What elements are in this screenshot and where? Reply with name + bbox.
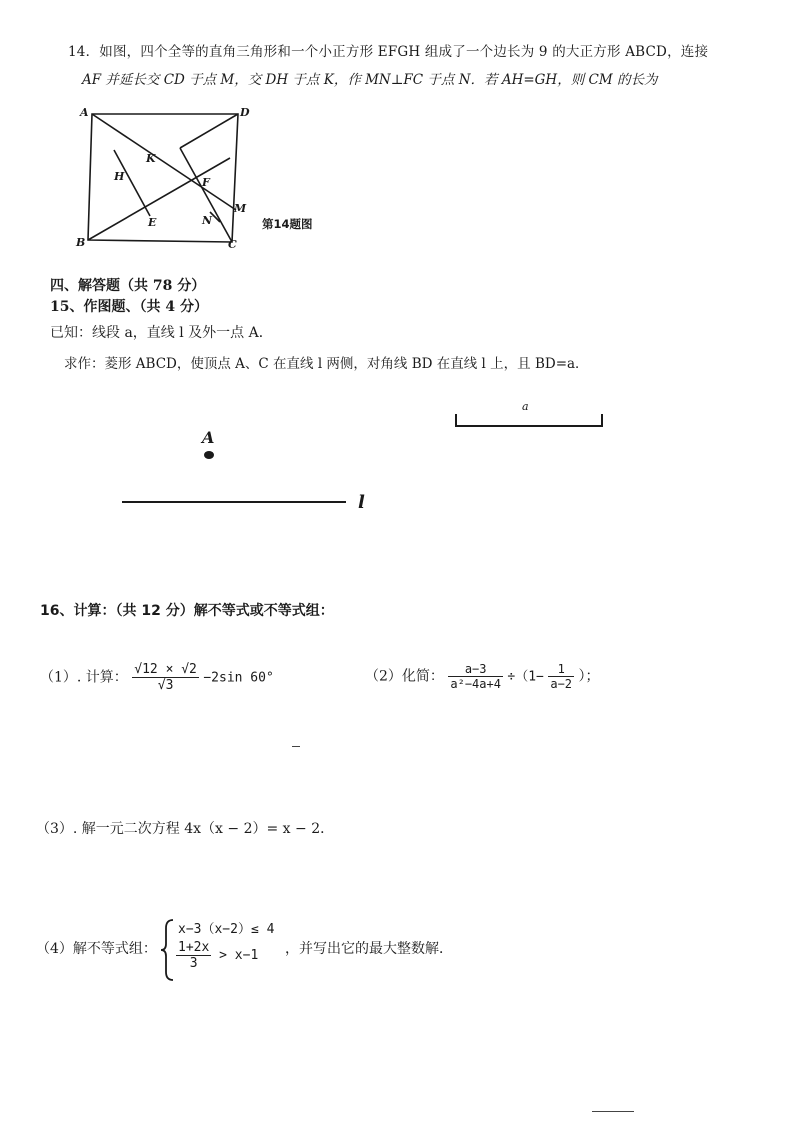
p4-brace xyxy=(160,918,176,982)
q14-line2: AF 并延长交 CD 于点 M，交 DH 于点 K，作 MN⊥FC 于点 N．若 AH=GH，则 CM 的长为 xyxy=(82,72,658,88)
line-l-label: l xyxy=(358,492,365,513)
p2-prefix: （2）化简： xyxy=(365,668,444,685)
p4-ineq2-numerator: 1+2x xyxy=(178,940,210,955)
p4-ineq2-fraction xyxy=(176,940,211,971)
line-l xyxy=(120,492,370,516)
line-eh xyxy=(114,150,150,216)
point-a-label: A xyxy=(202,428,215,447)
q15-given: 已知：线段 a，直线 l 及外一点 A． xyxy=(50,325,273,341)
square-abcd xyxy=(88,114,238,242)
point-a-dot xyxy=(200,448,220,464)
p1-prefix: （1）. 计算： xyxy=(40,669,128,686)
q16-part3: （3）. 解一元二次方程 4x（x − 2）= x − 2． xyxy=(36,821,335,837)
p1-tail: −2sin 60° xyxy=(203,670,274,686)
p2-inner-fraction xyxy=(548,662,574,691)
label-d: D xyxy=(240,106,250,119)
p2-denominator: a²−4a+4 xyxy=(450,677,501,691)
label-f: F xyxy=(202,176,210,189)
q15-task: 求作：菱形 ABCD，使顶点 A、C 在直线 l 两侧，对角线 BD 在直线 l 上，且 BD=a． xyxy=(64,356,589,372)
label-h: H xyxy=(114,170,125,183)
label-n: N xyxy=(202,214,213,227)
p4-ineq2 xyxy=(176,940,258,971)
q15-title: 15、作图题、（共 4 分） xyxy=(50,299,208,315)
line-dh xyxy=(180,114,238,148)
p4-prefix: （4）解不等式组： xyxy=(36,941,157,957)
q16-part1 xyxy=(40,662,274,693)
q14-caption: 第14题图 xyxy=(262,217,313,231)
p2-tail: ）； xyxy=(578,668,600,685)
label-b: B xyxy=(76,236,86,249)
p2-fraction xyxy=(448,662,503,691)
section-4-title: 四、解答题（共 78 分） xyxy=(50,278,206,294)
segment-a-label: a xyxy=(522,400,529,413)
p1-denominator: √3 xyxy=(157,678,174,693)
scan-mark-bottom xyxy=(592,1111,634,1112)
label-a: A xyxy=(80,106,89,119)
p2-numerator: a−3 xyxy=(448,662,503,677)
q14-figure xyxy=(70,100,260,250)
label-e: E xyxy=(148,216,157,229)
q16-part2 xyxy=(365,662,599,691)
p2-mid: ÷（1− xyxy=(507,669,544,685)
p4-ineq1: x−3（x−2）≤ 4 xyxy=(178,922,275,937)
p4-tail: ，并写出它的最大整数解． xyxy=(285,941,453,957)
p4-ineq2-tail: > x−1 xyxy=(219,948,259,963)
segment-a xyxy=(452,400,612,432)
scan-mark xyxy=(292,746,300,747)
q16-part4 xyxy=(36,938,157,958)
q16-title: 16、计算：（共 12 分）解不等式或不等式组： xyxy=(40,603,334,619)
p2-inner-numerator: 1 xyxy=(548,662,574,677)
label-c: C xyxy=(228,238,237,250)
label-m: M xyxy=(234,202,247,215)
p1-numerator: √12 × √2 xyxy=(134,662,197,677)
q14-line1: 14．如图，四个全等的直角三角形和一个小正方形 EFGH 组成了一个边长为 9 的大正方形 ABCD，连接 xyxy=(68,44,709,60)
p4-ineq2-denominator: 3 xyxy=(189,956,198,971)
p1-fraction xyxy=(132,662,199,693)
label-k: K xyxy=(146,152,156,165)
p2-inner-denominator: a−2 xyxy=(550,677,573,691)
